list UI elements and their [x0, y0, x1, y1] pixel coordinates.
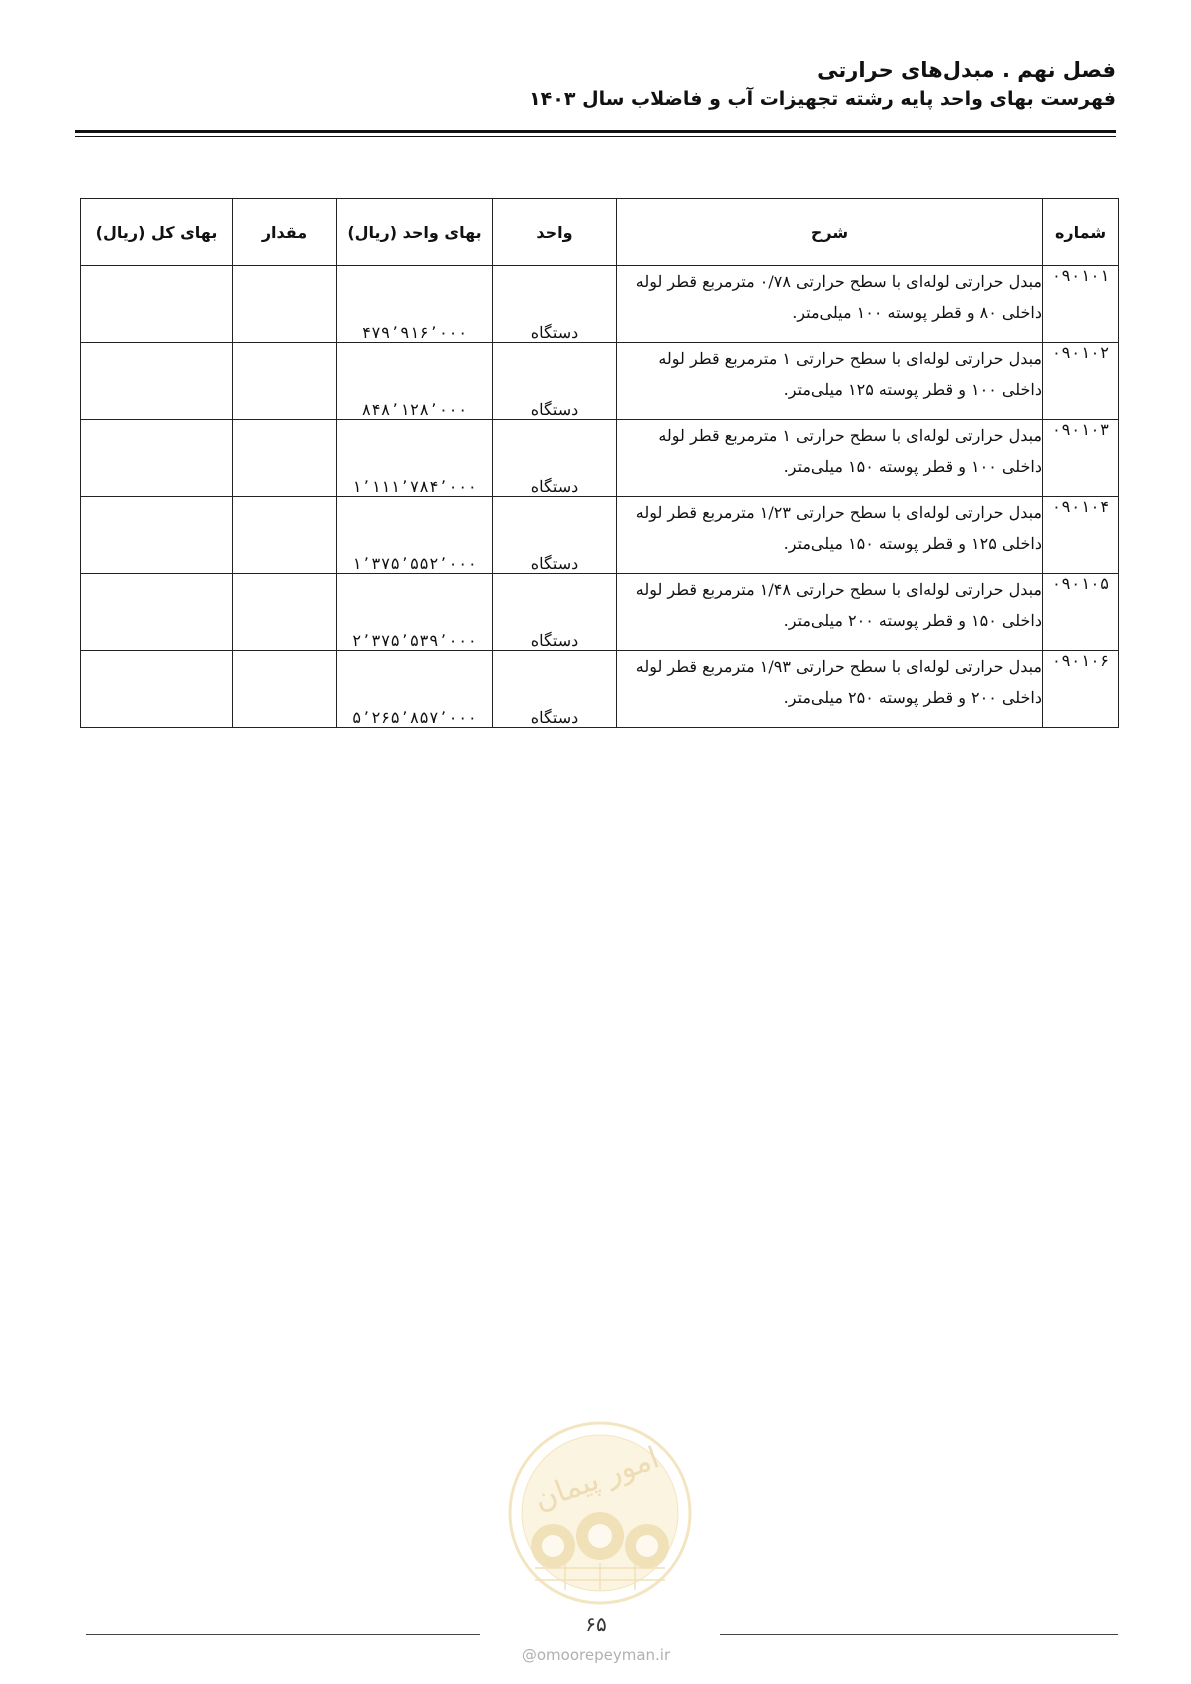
item-description: مبدل حرارتی لوله‌ای با سطح حرارتی ۱ مترمربع قطر لوله داخلی ۱۰۰ و قطر پوسته ۱۵۰ میلی‌متر.	[617, 420, 1043, 497]
footer-rule-left	[86, 1634, 480, 1635]
document-subtitle: فهرست بهای واحد پایه رشته تجهیزات آب و فاضلاب سال ۱۴۰۳	[529, 88, 1116, 110]
table-row	[81, 420, 1119, 497]
item-description: مبدل حرارتی لوله‌ای با سطح حرارتی ۱/۴۸ مترمربع قطر لوله داخلی ۱۵۰ و قطر پوسته ۲۰۰ میلی‌متر.	[617, 574, 1043, 651]
item-total-price	[81, 574, 233, 651]
chapter-title: فصل نهم . مبدل‌های حرارتی	[817, 58, 1116, 82]
item-unit: دستگاه	[493, 497, 617, 574]
item-unit: دستگاه	[493, 343, 617, 420]
item-code: ۰۹۰۱۰۶	[1043, 651, 1119, 728]
item-unit-price: ۱٬۱۱۱٬۷۸۴٬۰۰۰	[337, 420, 493, 497]
item-quantity	[233, 420, 337, 497]
price-list-table	[80, 198, 1119, 728]
watermark-text: امور پیمان	[529, 1440, 664, 1518]
item-total-price	[81, 420, 233, 497]
item-description: مبدل حرارتی لوله‌ای با سطح حرارتی ۱/۲۳ مترمربع قطر لوله داخلی ۱۲۵ و قطر پوسته ۱۵۰ میلی‌متر.	[617, 497, 1043, 574]
item-description: مبدل حرارتی لوله‌ای با سطح حرارتی ۱/۹۳ مترمربع قطر لوله داخلی ۲۰۰ و قطر پوسته ۲۵۰ میلی‌متر.	[617, 651, 1043, 728]
item-description: مبدل حرارتی لوله‌ای با سطح حرارتی ۱ مترمربع قطر لوله داخلی ۱۰۰ و قطر پوسته ۱۲۵ میلی‌متر.	[617, 343, 1043, 420]
table-row	[81, 343, 1119, 420]
column-header-unit-price: بهای واحد (ریال)	[337, 199, 493, 266]
header-rule-thin	[75, 136, 1116, 137]
item-code: ۰۹۰۱۰۱	[1043, 266, 1119, 343]
item-unit-price: ۱٬۳۷۵٬۵۵۲٬۰۰۰	[337, 497, 493, 574]
item-code: ۰۹۰۱۰۴	[1043, 497, 1119, 574]
column-header-quantity: مقدار	[233, 199, 337, 266]
item-unit: دستگاه	[493, 266, 617, 343]
item-unit-price: ۵٬۲۶۵٬۸۵۷٬۰۰۰	[337, 651, 493, 728]
column-header-code: شماره	[1043, 199, 1119, 266]
footer-rule-right	[720, 1634, 1118, 1635]
item-description: مبدل حرارتی لوله‌ای با سطح حرارتی ۰/۷۸ مترمربع قطر لوله داخلی ۸۰ و قطر پوسته ۱۰۰ میلی‌متر.	[617, 266, 1043, 343]
column-header-unit: واحد	[493, 199, 617, 266]
page-header	[75, 55, 1116, 113]
item-code: ۰۹۰۱۰۳	[1043, 420, 1119, 497]
item-quantity	[233, 497, 337, 574]
item-total-price	[81, 266, 233, 343]
item-code: ۰۹۰۱۰۲	[1043, 343, 1119, 420]
item-unit-price: ۸۴۸٬۱۲۸٬۰۰۰	[337, 343, 493, 420]
item-total-price	[81, 651, 233, 728]
item-unit: دستگاه	[493, 574, 617, 651]
item-quantity	[233, 266, 337, 343]
column-header-total-price: بهای کل (ریال)	[81, 199, 233, 266]
item-unit-price: ۴۷۹٬۹۱۶٬۰۰۰	[337, 266, 493, 343]
item-code: ۰۹۰۱۰۵	[1043, 574, 1119, 651]
table-header-row	[81, 199, 1119, 266]
item-total-price	[81, 343, 233, 420]
header-rule-thick	[75, 130, 1116, 133]
table-row	[81, 497, 1119, 574]
table-row	[81, 651, 1119, 728]
item-unit-price: ۲٬۳۷۵٬۵۳۹٬۰۰۰	[337, 574, 493, 651]
page-number: ۶۵	[585, 1612, 607, 1636]
item-quantity	[233, 343, 337, 420]
item-quantity	[233, 574, 337, 651]
item-total-price	[81, 497, 233, 574]
table-row	[81, 574, 1119, 651]
item-unit: دستگاه	[493, 651, 617, 728]
table-row	[81, 266, 1119, 343]
item-unit: دستگاه	[493, 420, 617, 497]
watermark-logo	[505, 1418, 695, 1608]
column-header-description: شرح	[617, 199, 1043, 266]
website-watermark: @omoorepeyman.ir	[521, 1646, 671, 1664]
item-quantity	[233, 651, 337, 728]
